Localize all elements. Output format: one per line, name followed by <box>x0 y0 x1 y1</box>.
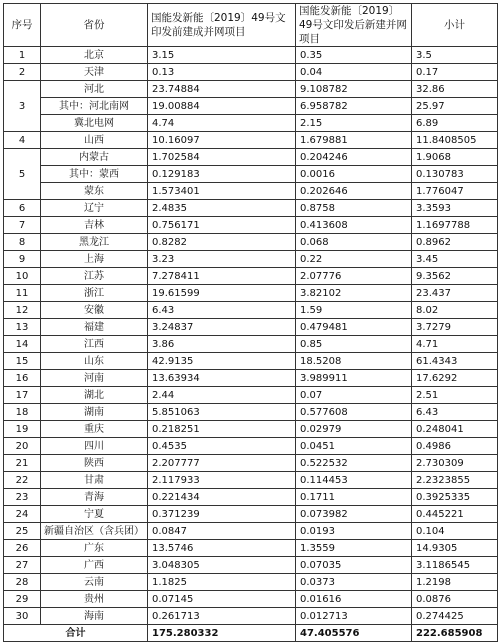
cell-before: 0.756171 <box>148 217 296 234</box>
cell-subtotal: 9.3562 <box>412 268 498 285</box>
cell-seq: 27 <box>4 557 41 574</box>
cell-after: 0.012713 <box>296 608 412 625</box>
table-row <box>4 608 498 625</box>
cell-subtotal: 0.274425 <box>412 608 498 625</box>
table-row <box>4 557 498 574</box>
cell-province: 安徽 <box>41 302 148 319</box>
cell-before: 3.23 <box>148 251 296 268</box>
cell-province: 贵州 <box>41 591 148 608</box>
cell-province: 吉林 <box>41 217 148 234</box>
total-before: 175.280332 <box>148 625 296 642</box>
table-row <box>4 591 498 608</box>
header-province: 省份 <box>41 4 148 47</box>
cell-after: 0.479481 <box>296 319 412 336</box>
cell-after: 0.0016 <box>296 166 412 183</box>
cell-after: 6.958782 <box>296 98 412 115</box>
cell-seq: 24 <box>4 506 41 523</box>
cell-after: 0.068 <box>296 234 412 251</box>
cell-after: 1.679881 <box>296 132 412 149</box>
cell-before: 19.61599 <box>148 285 296 302</box>
cell-seq: 7 <box>4 217 41 234</box>
cell-after: 0.577608 <box>296 404 412 421</box>
cell-seq: 22 <box>4 472 41 489</box>
cell-after: 0.85 <box>296 336 412 353</box>
cell-after: 3.989911 <box>296 370 412 387</box>
cell-after: 0.35 <box>296 47 412 64</box>
cell-after: 0.522532 <box>296 455 412 472</box>
cell-seq: 18 <box>4 404 41 421</box>
cell-after: 2.07776 <box>296 268 412 285</box>
cell-province: 辽宁 <box>41 200 148 217</box>
table-row <box>4 251 498 268</box>
header-before: 国能发新能〔2019〕49号文印发前建成并网项目 <box>148 4 296 47</box>
cell-after: 0.02979 <box>296 421 412 438</box>
cell-subtotal: 6.89 <box>412 115 498 132</box>
table-row <box>4 200 498 217</box>
table-row <box>4 81 498 98</box>
cell-seq: 15 <box>4 353 41 370</box>
cell-seq: 19 <box>4 421 41 438</box>
cell-province: 河南 <box>41 370 148 387</box>
table-row <box>4 506 498 523</box>
cell-province: 湖北 <box>41 387 148 404</box>
table-row <box>4 540 498 557</box>
cell-province: 青海 <box>41 489 148 506</box>
cell-province: 天津 <box>41 64 148 81</box>
table-row <box>4 115 498 132</box>
cell-before: 2.117933 <box>148 472 296 489</box>
cell-subtotal: 2.51 <box>412 387 498 404</box>
cell-province: 其中：河北南网 <box>41 98 148 115</box>
cell-before: 23.74884 <box>148 81 296 98</box>
cell-province: 山西 <box>41 132 148 149</box>
cell-subtotal: 4.71 <box>412 336 498 353</box>
cell-after: 1.59 <box>296 302 412 319</box>
cell-seq: 5 <box>4 149 41 200</box>
capacity-table <box>3 3 498 642</box>
cell-seq: 14 <box>4 336 41 353</box>
cell-subtotal: 0.248041 <box>412 421 498 438</box>
table-row <box>4 353 498 370</box>
cell-province: 湖南 <box>41 404 148 421</box>
cell-after: 0.0193 <box>296 523 412 540</box>
cell-after: 9.108782 <box>296 81 412 98</box>
cell-before: 1.573401 <box>148 183 296 200</box>
cell-before: 0.218251 <box>148 421 296 438</box>
table-row <box>4 404 498 421</box>
table-body <box>4 47 498 642</box>
header-after: 国能发新能〔2019〕49号文印发后新建并网项目 <box>296 4 412 47</box>
cell-before: 2.207777 <box>148 455 296 472</box>
cell-province: 宁夏 <box>41 506 148 523</box>
header-subtotal: 小计 <box>412 4 498 47</box>
cell-province: 北京 <box>41 47 148 64</box>
table-row <box>4 98 498 115</box>
cell-subtotal: 1.776047 <box>412 183 498 200</box>
cell-after: 0.0451 <box>296 438 412 455</box>
table-row <box>4 387 498 404</box>
table-row <box>4 64 498 81</box>
table-row <box>4 523 498 540</box>
cell-before: 2.44 <box>148 387 296 404</box>
cell-subtotal: 6.43 <box>412 404 498 421</box>
cell-after: 0.07 <box>296 387 412 404</box>
cell-before: 0.129183 <box>148 166 296 183</box>
cell-seq: 28 <box>4 574 41 591</box>
cell-province: 陕西 <box>41 455 148 472</box>
cell-seq: 11 <box>4 285 41 302</box>
cell-province: 河北 <box>41 81 148 98</box>
cell-subtotal: 3.45 <box>412 251 498 268</box>
cell-before: 0.13 <box>148 64 296 81</box>
cell-subtotal: 0.3925335 <box>412 489 498 506</box>
cell-after: 0.1711 <box>296 489 412 506</box>
cell-seq: 6 <box>4 200 41 217</box>
cell-before: 13.63934 <box>148 370 296 387</box>
cell-before: 3.048305 <box>148 557 296 574</box>
table-row <box>4 455 498 472</box>
cell-after: 0.204246 <box>296 149 412 166</box>
cell-seq: 16 <box>4 370 41 387</box>
cell-subtotal: 3.1186545 <box>412 557 498 574</box>
total-row <box>4 625 498 642</box>
cell-before: 0.221434 <box>148 489 296 506</box>
cell-subtotal: 0.130783 <box>412 166 498 183</box>
total-label: 合计 <box>4 625 148 642</box>
cell-seq: 1 <box>4 47 41 64</box>
table-row <box>4 285 498 302</box>
cell-before: 13.5746 <box>148 540 296 557</box>
cell-province: 广西 <box>41 557 148 574</box>
cell-subtotal: 17.6292 <box>412 370 498 387</box>
cell-subtotal: 11.8408505 <box>412 132 498 149</box>
cell-seq: 3 <box>4 81 41 132</box>
table-row <box>4 336 498 353</box>
cell-before: 4.74 <box>148 115 296 132</box>
cell-subtotal: 2.730309 <box>412 455 498 472</box>
cell-seq: 29 <box>4 591 41 608</box>
header-row <box>4 4 498 47</box>
cell-before: 7.278411 <box>148 268 296 285</box>
table-row <box>4 217 498 234</box>
table-row <box>4 234 498 251</box>
header-seq: 序号 <box>4 4 41 47</box>
cell-before: 3.86 <box>148 336 296 353</box>
cell-after: 0.8758 <box>296 200 412 217</box>
cell-province: 浙江 <box>41 285 148 302</box>
cell-subtotal: 1.9068 <box>412 149 498 166</box>
cell-subtotal: 1.2198 <box>412 574 498 591</box>
table-row <box>4 574 498 591</box>
cell-before: 3.15 <box>148 47 296 64</box>
cell-after: 0.202646 <box>296 183 412 200</box>
cell-after: 0.114453 <box>296 472 412 489</box>
cell-seq: 17 <box>4 387 41 404</box>
cell-before: 2.4835 <box>148 200 296 217</box>
cell-subtotal: 0.8962 <box>412 234 498 251</box>
cell-seq: 26 <box>4 540 41 557</box>
table-row <box>4 489 498 506</box>
cell-province: 云南 <box>41 574 148 591</box>
cell-subtotal: 3.3593 <box>412 200 498 217</box>
cell-subtotal: 61.4343 <box>412 353 498 370</box>
cell-before: 1.1825 <box>148 574 296 591</box>
cell-subtotal: 25.97 <box>412 98 498 115</box>
cell-after: 0.07035 <box>296 557 412 574</box>
cell-seq: 4 <box>4 132 41 149</box>
table-row <box>4 166 498 183</box>
cell-before: 0.4535 <box>148 438 296 455</box>
cell-seq: 9 <box>4 251 41 268</box>
cell-province: 黑龙江 <box>41 234 148 251</box>
cell-before: 1.702584 <box>148 149 296 166</box>
cell-subtotal: 3.5 <box>412 47 498 64</box>
cell-province: 上海 <box>41 251 148 268</box>
cell-seq: 21 <box>4 455 41 472</box>
cell-before: 0.0847 <box>148 523 296 540</box>
cell-seq: 23 <box>4 489 41 506</box>
cell-seq: 25 <box>4 523 41 540</box>
cell-province: 重庆 <box>41 421 148 438</box>
cell-after: 3.82102 <box>296 285 412 302</box>
cell-province: 冀北电网 <box>41 115 148 132</box>
cell-before: 0.261713 <box>148 608 296 625</box>
cell-before: 0.371239 <box>148 506 296 523</box>
cell-after: 1.3559 <box>296 540 412 557</box>
cell-before: 42.9135 <box>148 353 296 370</box>
cell-province: 海南 <box>41 608 148 625</box>
cell-before: 0.8282 <box>148 234 296 251</box>
cell-after: 0.04 <box>296 64 412 81</box>
table-row <box>4 47 498 64</box>
total-after: 47.405576 <box>296 625 412 642</box>
cell-subtotal: 23.437 <box>412 285 498 302</box>
cell-before: 6.43 <box>148 302 296 319</box>
cell-subtotal: 0.17 <box>412 64 498 81</box>
cell-after: 2.15 <box>296 115 412 132</box>
cell-seq: 30 <box>4 608 41 625</box>
cell-subtotal: 0.0876 <box>412 591 498 608</box>
cell-province: 广东 <box>41 540 148 557</box>
cell-province: 江西 <box>41 336 148 353</box>
cell-seq: 20 <box>4 438 41 455</box>
cell-subtotal: 2.2323855 <box>412 472 498 489</box>
cell-subtotal: 14.9305 <box>412 540 498 557</box>
table-row <box>4 132 498 149</box>
table-row <box>4 319 498 336</box>
cell-after: 0.22 <box>296 251 412 268</box>
cell-before: 5.851063 <box>148 404 296 421</box>
cell-after: 0.073982 <box>296 506 412 523</box>
cell-after: 18.5208 <box>296 353 412 370</box>
cell-seq: 12 <box>4 302 41 319</box>
cell-subtotal: 0.4986 <box>412 438 498 455</box>
cell-after: 0.0373 <box>296 574 412 591</box>
table-row <box>4 183 498 200</box>
cell-subtotal: 3.7279 <box>412 319 498 336</box>
cell-before: 19.00884 <box>148 98 296 115</box>
document-page <box>3 3 497 639</box>
table-row <box>4 302 498 319</box>
table-row <box>4 268 498 285</box>
cell-subtotal: 0.445221 <box>412 506 498 523</box>
cell-after: 0.413608 <box>296 217 412 234</box>
cell-province: 江苏 <box>41 268 148 285</box>
cell-province: 新疆自治区（含兵团） <box>41 523 148 540</box>
cell-subtotal: 32.86 <box>412 81 498 98</box>
cell-province: 山东 <box>41 353 148 370</box>
table-row <box>4 421 498 438</box>
cell-province: 其中：蒙西 <box>41 166 148 183</box>
cell-after: 0.01616 <box>296 591 412 608</box>
cell-province: 福建 <box>41 319 148 336</box>
cell-subtotal: 0.104 <box>412 523 498 540</box>
cell-province: 内蒙古 <box>41 149 148 166</box>
total-subtotal: 222.685908 <box>412 625 498 642</box>
table-row <box>4 370 498 387</box>
cell-seq: 2 <box>4 64 41 81</box>
cell-province: 蒙东 <box>41 183 148 200</box>
cell-before: 3.24837 <box>148 319 296 336</box>
cell-seq: 13 <box>4 319 41 336</box>
cell-province: 四川 <box>41 438 148 455</box>
cell-seq: 8 <box>4 234 41 251</box>
cell-seq: 10 <box>4 268 41 285</box>
cell-before: 10.16097 <box>148 132 296 149</box>
cell-before: 0.07145 <box>148 591 296 608</box>
table-row <box>4 438 498 455</box>
cell-subtotal: 1.1697788 <box>412 217 498 234</box>
table-row <box>4 472 498 489</box>
cell-province: 甘肃 <box>41 472 148 489</box>
table-row <box>4 149 498 166</box>
cell-subtotal: 8.02 <box>412 302 498 319</box>
